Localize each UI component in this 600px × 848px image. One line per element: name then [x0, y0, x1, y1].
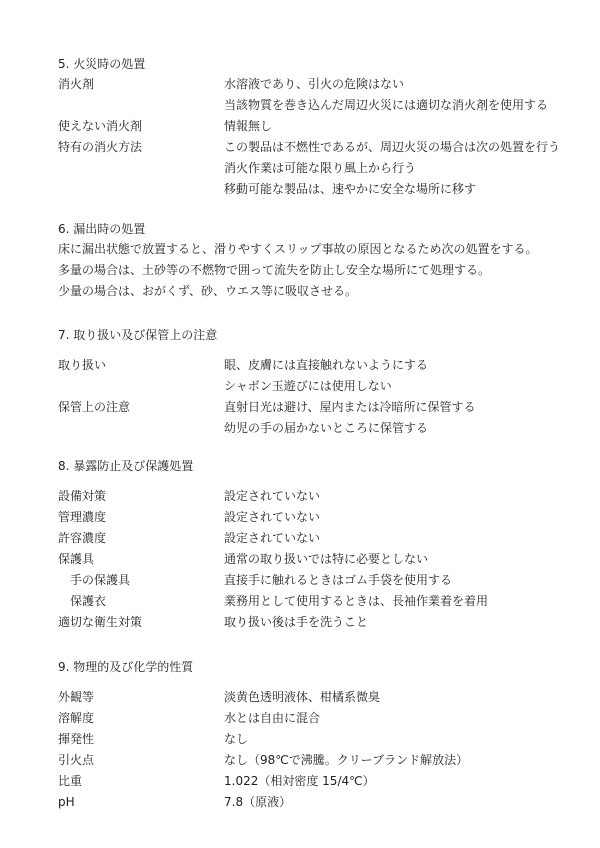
row-value: 直射日光は避け、屋内または冷暗所に保管する: [224, 400, 476, 414]
row-label: 適切な衛生対策: [58, 615, 143, 629]
table-row: [58, 570, 578, 591]
table-row: [58, 591, 578, 612]
row-value: 幼児の手の届かないところに保管する: [224, 421, 429, 435]
row-label: 保護衣: [70, 594, 107, 608]
paragraph-line: 床に漏出状態で放置すると、滑りやすくスリップ事故の原因となるため次の処置をする。: [58, 242, 538, 256]
row-value: 消火作業は可能な限り風上から行う: [224, 161, 417, 175]
row-value: 設定されていない: [224, 510, 321, 524]
table-row: [58, 376, 578, 397]
section-physical-chemical: [58, 657, 578, 813]
row-label: 引火点: [58, 753, 95, 767]
table-row: [58, 507, 578, 528]
section-exposure-protection: [58, 456, 578, 633]
table-row: [58, 549, 578, 570]
row-value: 業務用として使用するときは、長袖作業着を着用: [224, 594, 489, 608]
row-label: 保護具: [58, 552, 95, 566]
table-row: [58, 179, 578, 200]
row-label: 使えない消火剤: [58, 119, 143, 133]
table-row: [58, 687, 578, 708]
table-row: [58, 418, 578, 439]
section-heading: 5. 火災時の処置: [58, 57, 146, 71]
row-value: 水とは自由に混合: [224, 711, 321, 725]
row-label: pH: [58, 795, 75, 809]
section-spill-measures: [58, 219, 578, 302]
paragraph-line: 多量の場合は、土砂等の不燃物で囲って流失を防止し安全な場所にて処理する。: [58, 263, 491, 277]
table-row: [58, 137, 578, 158]
section-fire-measures: [58, 54, 578, 200]
table-row: [58, 116, 578, 137]
row-label: 比重: [58, 774, 83, 788]
row-label: 手の保護具: [70, 573, 131, 587]
row-value: 淡黄色透明液体、柑橘系微臭: [224, 690, 381, 704]
paragraph-line: 少量の場合は、おがくず、砂、ウエス等に吸収させる。: [58, 284, 358, 298]
row-value: なし（98℃で沸騰。クリーブランド解放法）: [224, 753, 469, 767]
table-row: [58, 771, 578, 792]
table-row: [58, 95, 578, 116]
table-row: [58, 528, 578, 549]
table-row: [58, 729, 578, 750]
section-heading: 6. 漏出時の処置: [58, 222, 146, 236]
section-handling-storage: [58, 325, 578, 439]
section-heading: 7. 取り扱い及び保管上の注意: [58, 328, 218, 342]
row-label: 消火剤: [58, 77, 95, 91]
table-row: [58, 397, 578, 418]
row-label: 外観等: [58, 690, 95, 704]
row-label: 取り扱い: [58, 358, 107, 372]
row-label: 管理濃度: [58, 510, 107, 524]
row-value: なし: [224, 732, 249, 746]
row-value: 取り扱い後は手を洗うこと: [224, 615, 369, 629]
table-row: [58, 750, 578, 771]
row-label: 保管上の注意: [58, 400, 131, 414]
row-value: この製品は不燃性であるが、周辺火災の場合は次の処置を行う: [224, 140, 561, 154]
row-value: 移動可能な製品は、速やかに安全な場所に移す: [224, 182, 477, 196]
row-label: 設備対策: [58, 489, 107, 503]
row-value: 7.8（原液）: [224, 795, 292, 809]
row-value: 設定されていない: [224, 489, 321, 503]
section-heading: 9. 物理的及び化学的性質: [58, 660, 194, 674]
row-label: 特有の消火方法: [58, 140, 143, 154]
row-value: 当該物質を巻き込んだ周辺火災には適切な消火剤を使用する: [224, 98, 549, 112]
row-label: 許容濃度: [58, 531, 107, 545]
row-value: 直接手に触れるときはゴム手袋を使用する: [224, 573, 453, 587]
row-value: 水溶液であり、引火の危険はない: [224, 77, 405, 91]
table-row: [58, 612, 578, 633]
row-value: 情報無し: [224, 119, 273, 133]
table-row: [58, 74, 578, 95]
row-value: 眼、皮膚には直接触れないようにする: [224, 358, 429, 372]
row-value: 通常の取り扱いでは特に必要としない: [224, 552, 429, 566]
table-row: [58, 355, 578, 376]
row-value: 1.022（相対密度 15/4℃）: [224, 774, 375, 788]
row-label: 溶解度: [58, 711, 95, 725]
row-value: シャボン玉遊びには使用しない: [224, 379, 392, 393]
row-value: 設定されていない: [224, 531, 321, 545]
row-label: 揮発性: [58, 732, 95, 746]
table-row: [58, 792, 578, 813]
table-row: [58, 708, 578, 729]
table-row: [58, 158, 578, 179]
section-heading: 8. 暴露防止及び保護処置: [58, 459, 194, 473]
table-row: [58, 486, 578, 507]
